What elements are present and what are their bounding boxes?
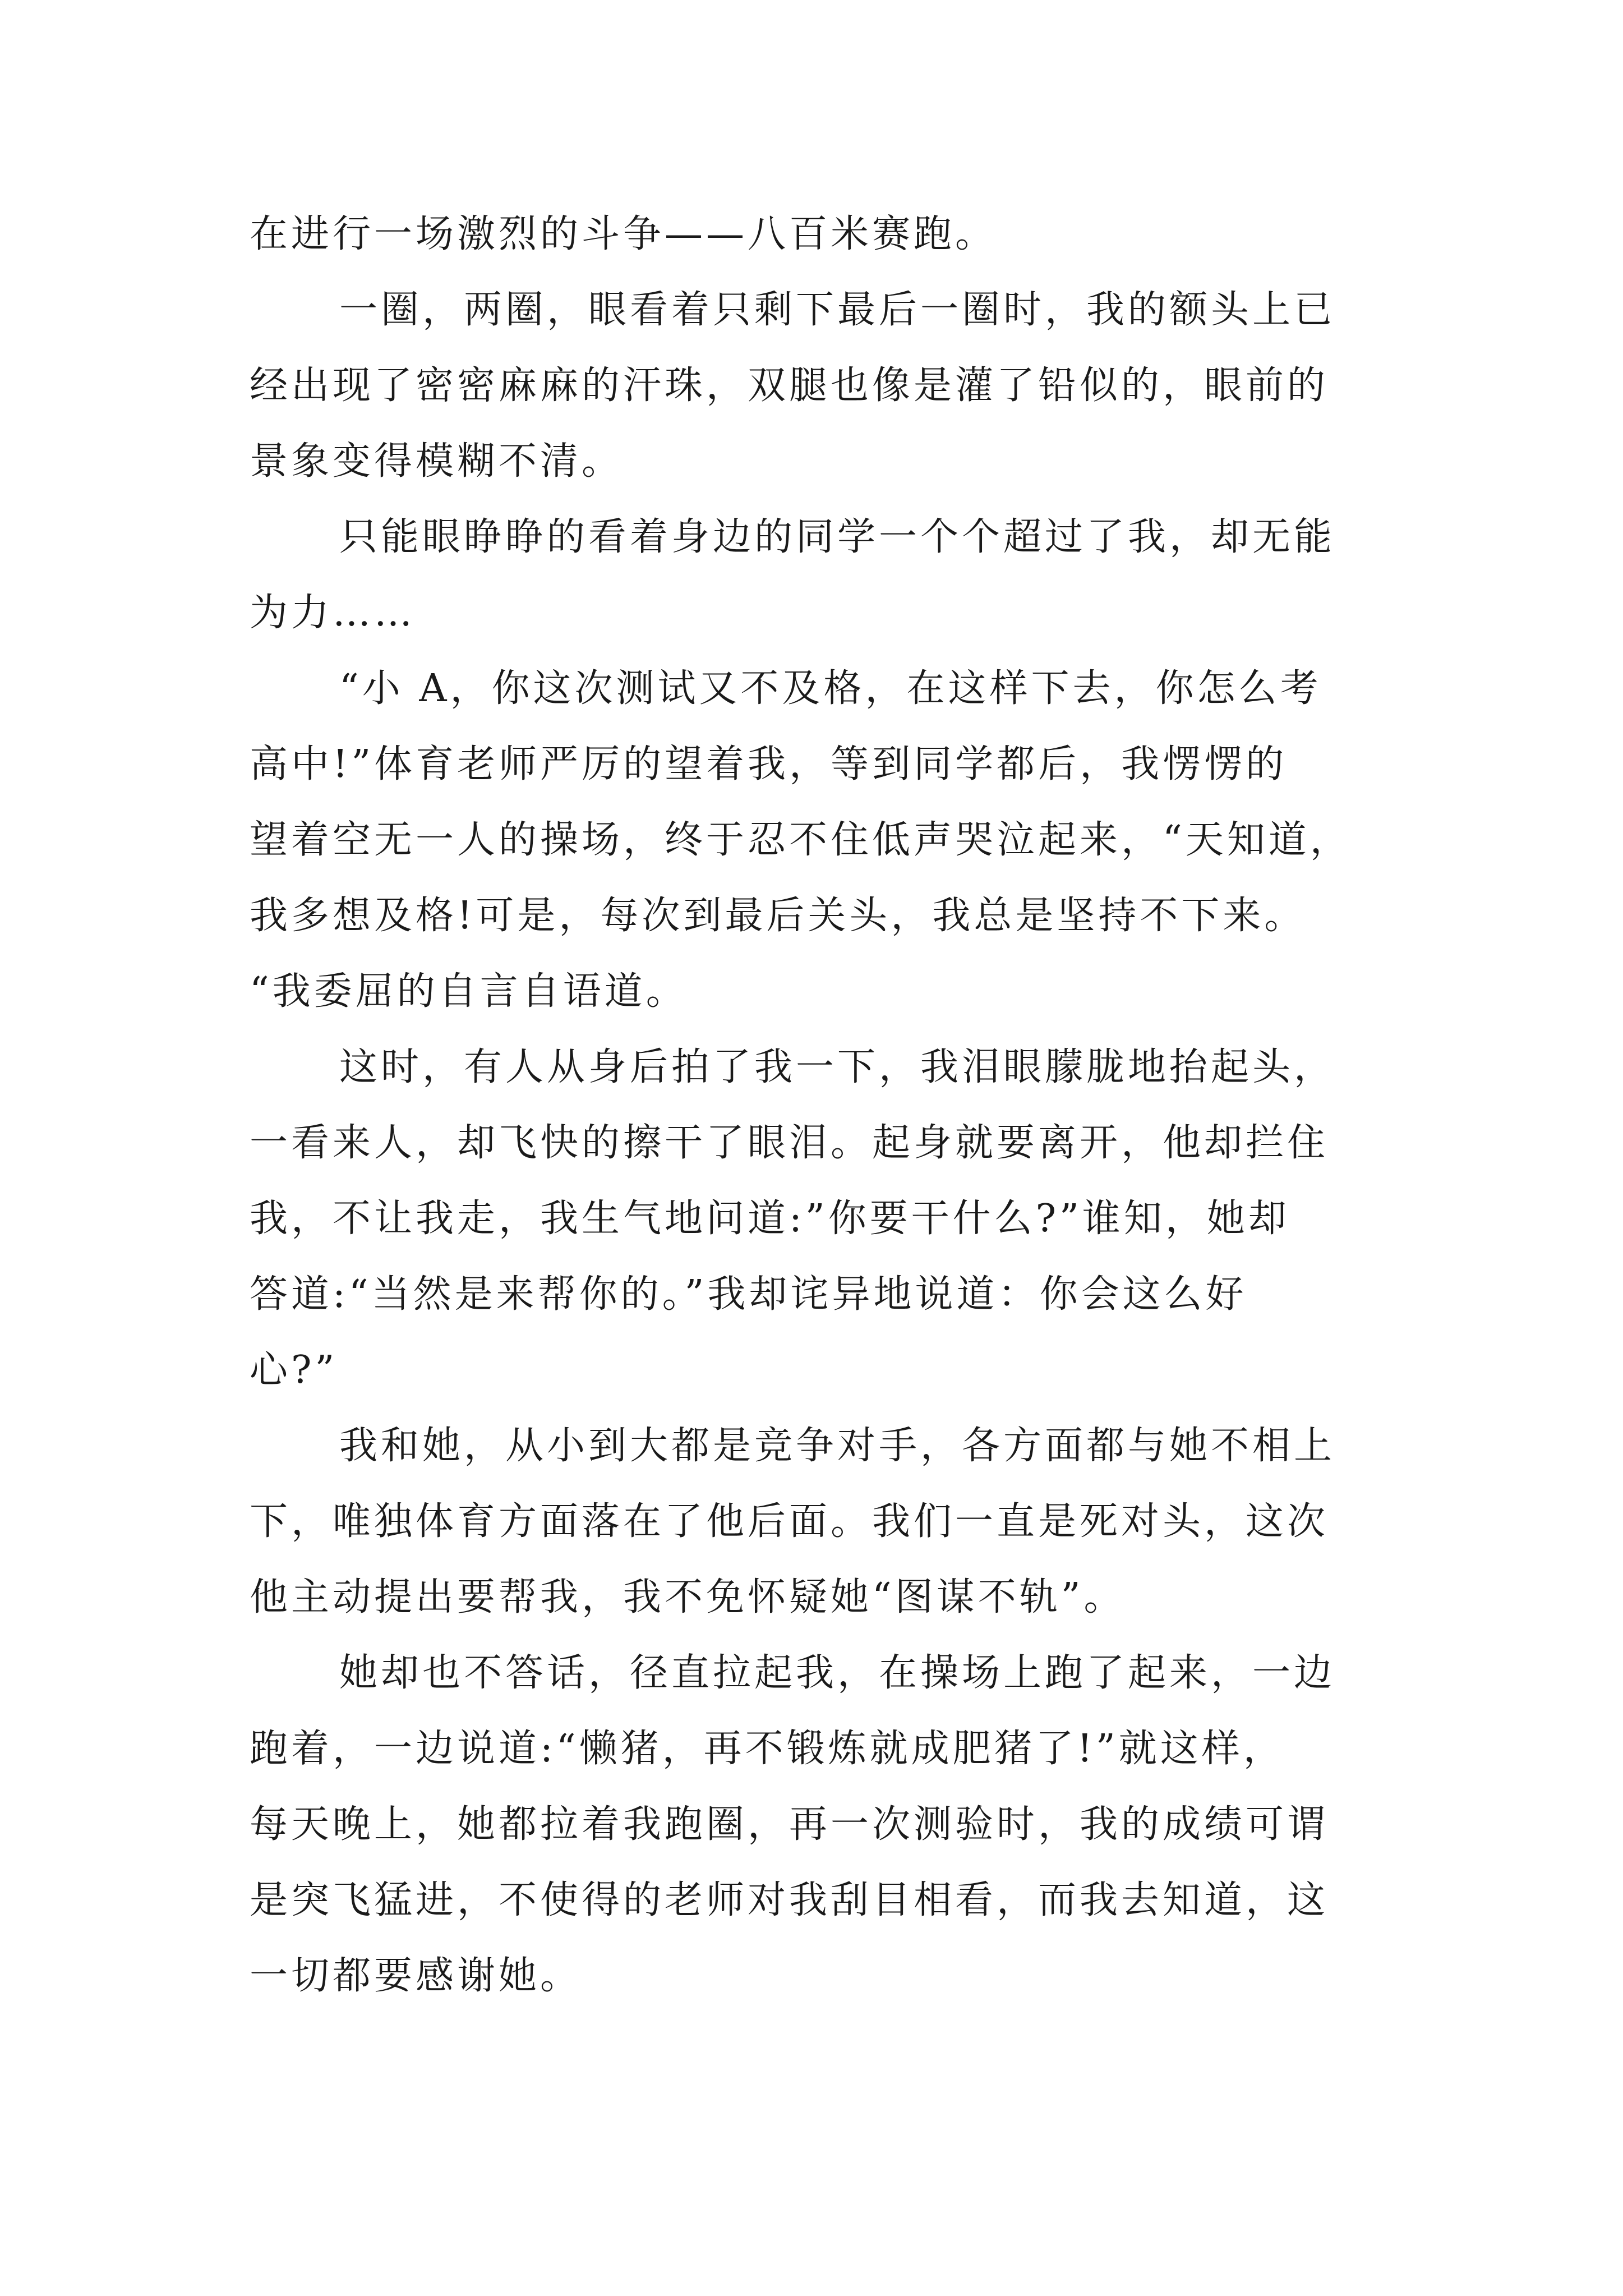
text-line: 是突飞猛进，不使得的老师对我刮目相看，而我去知道，这	[250, 1878, 1329, 1922]
text-line: 我多想及格!可是，每次到最后关头，我总是坚持不下来。	[250, 894, 1306, 938]
text-line: 为力……	[250, 591, 416, 635]
text-line: 下，唯独体育方面落在了他后面。我们一直是死对头，这次	[250, 1499, 1329, 1544]
text-line: 只能眼睁睁的看着身边的同学一个个超过了我，却无能	[339, 515, 1336, 559]
text-line: “小 A，你这次测试又不及格，在这样下去，你怎么考	[339, 666, 1322, 711]
text-line: 经出现了密密麻麻的汗珠，双腿也像是灌了铅似的，眼前的	[250, 364, 1329, 408]
text-line: 他主动提出要帮我，我不免怀疑她“图谋不轨”。	[250, 1575, 1126, 1619]
text-line: 景象变得模糊不清。	[250, 439, 624, 484]
text-line: 这时，有人从身后拍了我一下，我泪眼朦胧地抬起头，	[339, 1045, 1336, 1089]
text-line: 我和她，从小到大都是竞争对手，各方面都与她不相上	[339, 1424, 1336, 1468]
text-line: 答道:“当然是来帮你的。”我却诧异地说道：你会这么好	[250, 1272, 1247, 1317]
text-line: 每天晚上，她都拉着我跑圈，再一次测验时，我的成绩可谓	[250, 1802, 1329, 1847]
text-line: 一圈，两圈，眼看着只剩下最后一圈时，我的额头上已	[339, 288, 1336, 332]
text-line: “我委屈的自言自语道。	[250, 969, 688, 1014]
document-body	[250, 196, 1388, 2014]
text-line: 心?”	[250, 1348, 338, 1392]
text-line: 望着空无一人的操场，终于忍不住低声哭泣起来，“天知道，	[250, 818, 1352, 862]
text-line: 在进行一场激烈的斗争——八百米赛跑。	[250, 212, 997, 256]
text-line: 高中!”体育老师严厉的望着我，等到同学都后，我愣愣的	[250, 742, 1288, 786]
text-line: 跑着，一边说道:“懒猪，再不锻炼就成肥猪了!”就这样，	[250, 1727, 1285, 1771]
text-line: 我，不让我走，我生气地问道:”你要干什么?”谁知，她却	[250, 1197, 1290, 1241]
text-line: 一切都要感谢她。	[250, 1954, 582, 1998]
text-line: 一看来人，却飞快的擦干了眼泪。起身就要离开，他却拦住	[250, 1121, 1329, 1165]
text-line: 她却也不答话，径直拉起我，在操场上跑了起来，一边	[339, 1651, 1336, 1695]
